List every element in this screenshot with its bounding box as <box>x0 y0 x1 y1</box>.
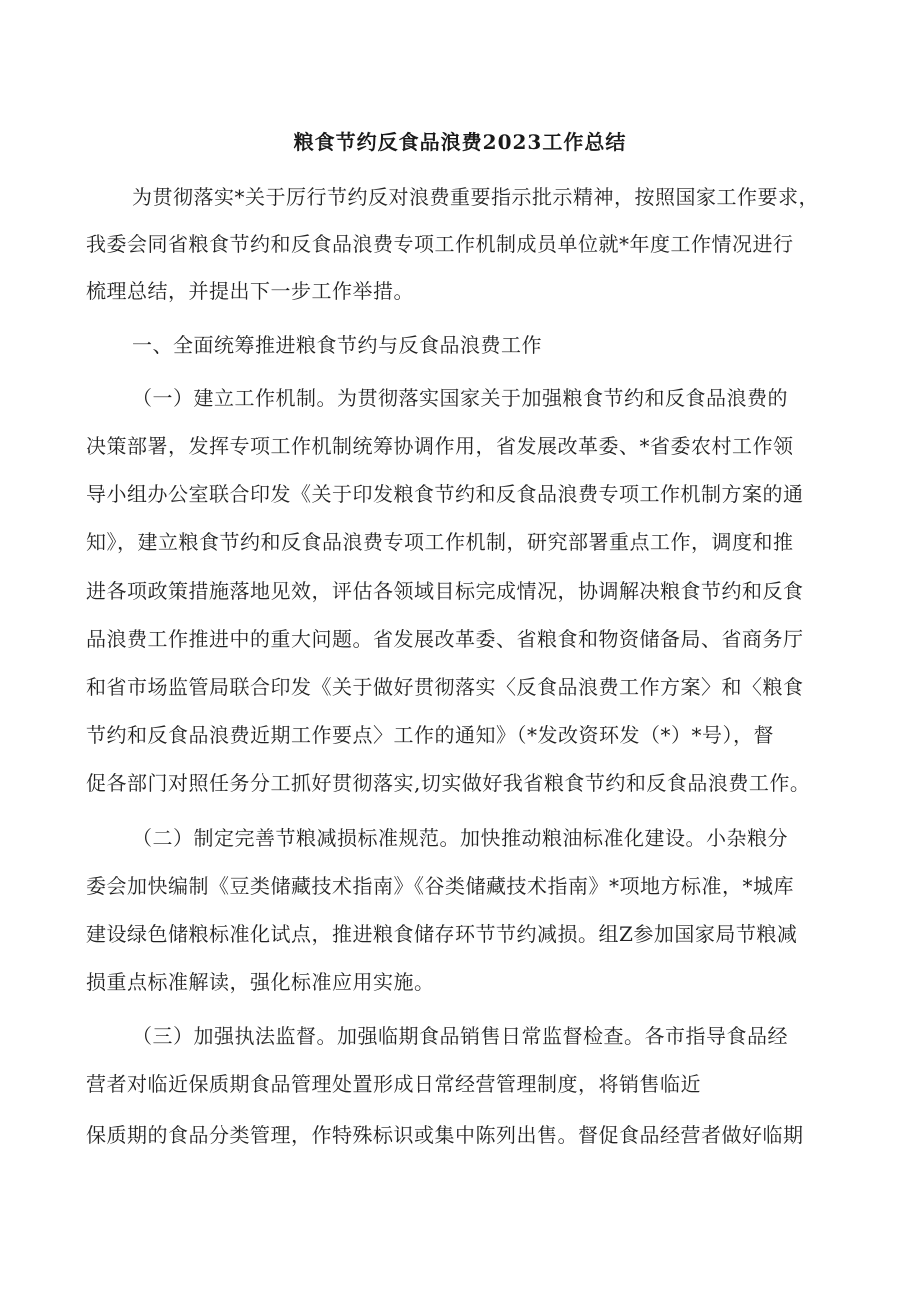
paragraph-line: 梳理总结，并提出下一步工作举措。 <box>86 279 414 303</box>
paragraph-line: 进各项政策措施落地见效，评估各领域目标完成情况，协调解决粮食节约和反食 <box>86 579 804 603</box>
paragraph-line: 为贯彻落实*关于厉行节约反对浪费重要指示批示精神，按照国家工作要求， <box>132 185 819 209</box>
section-heading: 一、全面统筹推进粮食节约与反食品浪费工作 <box>132 333 542 357</box>
paragraph-line: 导小组办公室联合印发《关于印发粮食节约和反食品浪费专项工作机制方案的通 <box>86 482 804 506</box>
paragraph-line: 促各部门对照任务分工抓好贯彻落实,切实做好我省粮食节约和反食品浪费工作。 <box>86 771 811 795</box>
paragraph-line: 建设绿色储粮标准化试点，推进粮食储存环节节约减损。组Z参加国家局节粮减 <box>86 922 798 946</box>
paragraph-line: 品浪费工作推进中的重大问题。省发展改革委、省粮食和物资储备局、省商务厅 <box>86 627 804 651</box>
paragraph-line: 节约和反食品浪费近期工作要点〉工作的通知》（*发改资环发（*）*号），督 <box>86 723 774 747</box>
paragraph-line: 和省市场监管局联合印发《关于做好贯彻落实〈反食品浪费工作方案〉和〈粮食 <box>86 675 804 699</box>
paragraph-line: （一）建立工作机制。为贯彻落实国家关于加强粮食节约和反食品浪费的 <box>132 386 788 410</box>
paragraph-line: 损重点标准解读，强化标准应用实施。 <box>86 970 435 994</box>
paragraph-line: 决策部署，发挥专项工作机制统筹协调作用，省发展改革委、*省委农村工作领 <box>86 434 794 458</box>
paragraph-line: 我委会同省粮食节约和反食品浪费专项工作机制成员单位就*年度工作情况进行 <box>86 232 794 256</box>
paragraph-line: 知》，建立粮食节约和反食品浪费专项工作机制，研究部署重点工作，调度和推 <box>86 530 794 554</box>
paragraph-line: 营者对临近保质期食品管理处置形成日常经营管理制度，将销售临近 <box>86 1072 701 1096</box>
paragraph-line: 委会加快编制《豆类储藏技术指南》《谷类储藏技术指南》*项地方标准，*城库 <box>86 874 794 898</box>
document-title: 粮食节约反食品浪费2023工作总结 <box>293 130 627 154</box>
paragraph-line: （三）加强执法监督。加强临期食品销售日常监督检查。各市指导食品经 <box>132 1024 788 1048</box>
paragraph-line: 保质期的食品分类管理，作特殊标识或集中陈列出售。督促食品经营者做好临期 <box>86 1123 804 1147</box>
paragraph-line: （二）制定完善节粮减损标准规范。加快推动粮油标准化建设。小杂粮分 <box>132 826 788 850</box>
